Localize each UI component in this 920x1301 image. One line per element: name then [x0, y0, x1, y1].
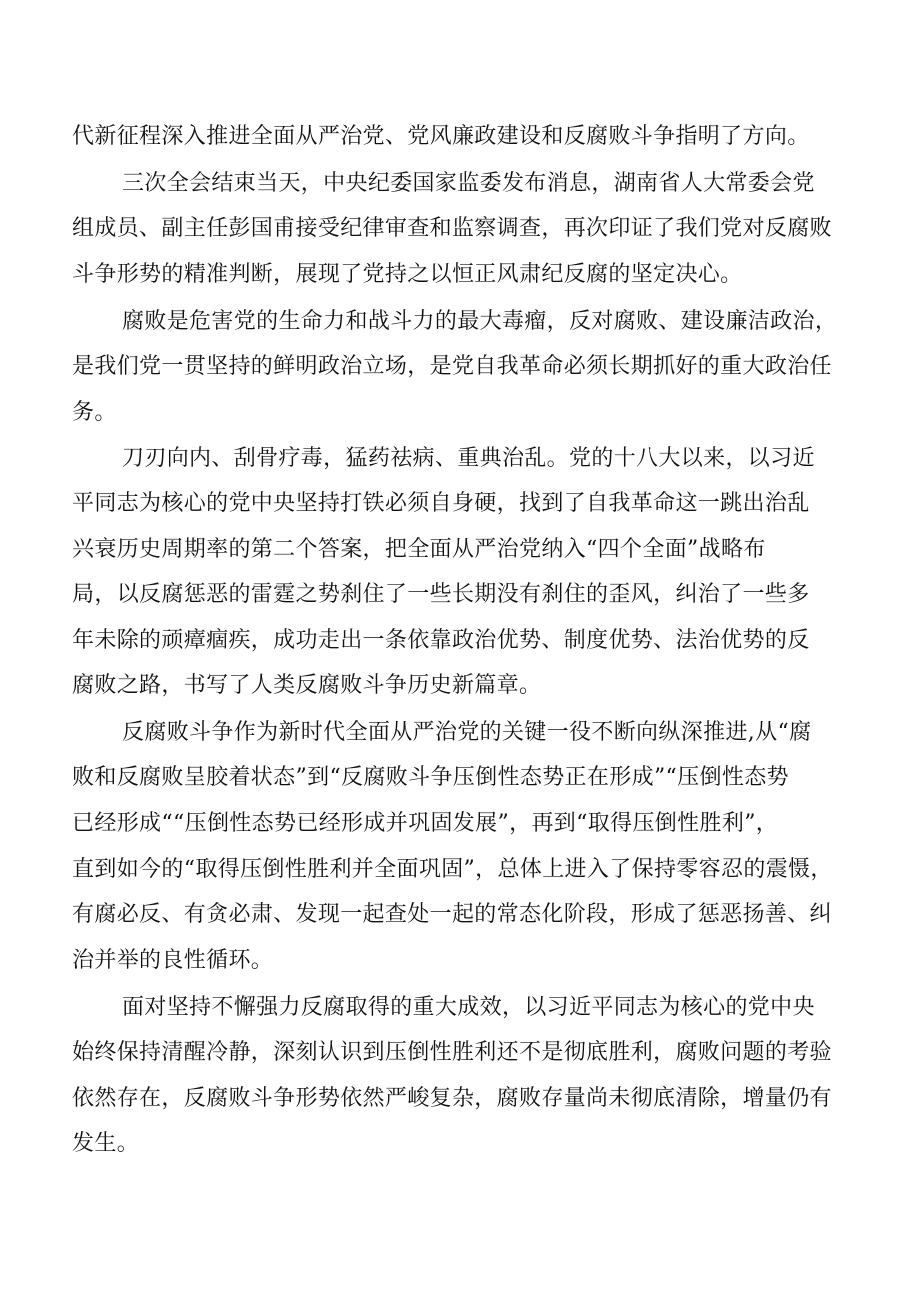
text-line: 局，以反腐惩恶的雷霆之势刹住了一些长期没有刹住的歪风，纠治了一些多: [72, 582, 810, 607]
text-line: 刀刃向内、刮骨疗毒，猛药祛病、重典治乱。党的十八大以来，以习近: [122, 446, 815, 471]
text-line: 依然存在，反腐败斗争形势依然严峻复杂，腐败存量尚未彻底清除，增量仍有: [72, 1086, 832, 1111]
text-line: 直到如今的“取得压倒性胜利并全面巩固”，总体上进入了保持零容忍的震慑，: [72, 857, 833, 882]
text-line: 三次全会结束当天，中央纪委国家监委发布消息，湖南省人大常委会党: [122, 171, 815, 196]
text-line: 治并举的良性循环。: [72, 948, 274, 973]
text-line: 腐败是危害党的生命力和战斗力的最大毒瘤，反对腐败、建设廉洁政治，: [122, 309, 838, 334]
text-line: 发生。: [72, 1131, 140, 1156]
text-line: 年未除的顽瘴痼疾，成功走出一条依靠政治优势、制度优势、法治优势的反: [72, 628, 810, 653]
text-line: 是我们党一贯坚持的鲜明政治立场，是党自我革命必须长期抓好的重大政治任: [72, 354, 832, 379]
text-line: 面对坚持不懈强力反腐取得的重大成效，以习近平同志为核心的党中央: [122, 995, 815, 1020]
text-line: 斗争形势的精准判断，展现了党持之以恒正风肃纪反腐的坚定决心。: [72, 262, 743, 287]
text-line: 有腐必反、有贪必肃、发现一起查处一起的常态化阶段，形成了惩恶扬善、纠: [72, 902, 832, 927]
text-line: 已经形成““压倒性态势已经形成并巩固发展”，再到“取得压倒性胜利”，: [72, 811, 779, 836]
text-line: 始终保持清醒冷静，深刻认识到压倒性胜利还不是彻底胜利，腐败问题的考验: [72, 1040, 832, 1065]
text-line: 组成员、副主任彭国甫接受纪律审查和监察调查，再次印证了我们党对反腐败: [72, 216, 832, 241]
text-line: 代新征程深入推进全面从严治党、党风廉政建设和反腐败斗争指明了方向。: [72, 124, 810, 149]
text-line: 务。: [72, 400, 117, 425]
text-line: 兴衰历史周期率的第二个答案，把全面从严治党纳入“四个全面”战略布: [72, 537, 766, 562]
text-line: 平同志为核心的党中央坚持打铁必须自身硬，找到了自我革命这一跳出治乱: [72, 491, 810, 516]
text-line: 腐败之路，书写了人类反腐败斗争历史新篇章。: [72, 673, 542, 698]
text-line: 反腐败斗争作为新时代全面从严治党的关键一役不断向纵深推进,从“腐: [122, 720, 812, 745]
text-line: 败和反腐败呈胶着状态”到“反腐败斗争压倒性态势正在形成”“压倒性态势: [72, 765, 789, 790]
